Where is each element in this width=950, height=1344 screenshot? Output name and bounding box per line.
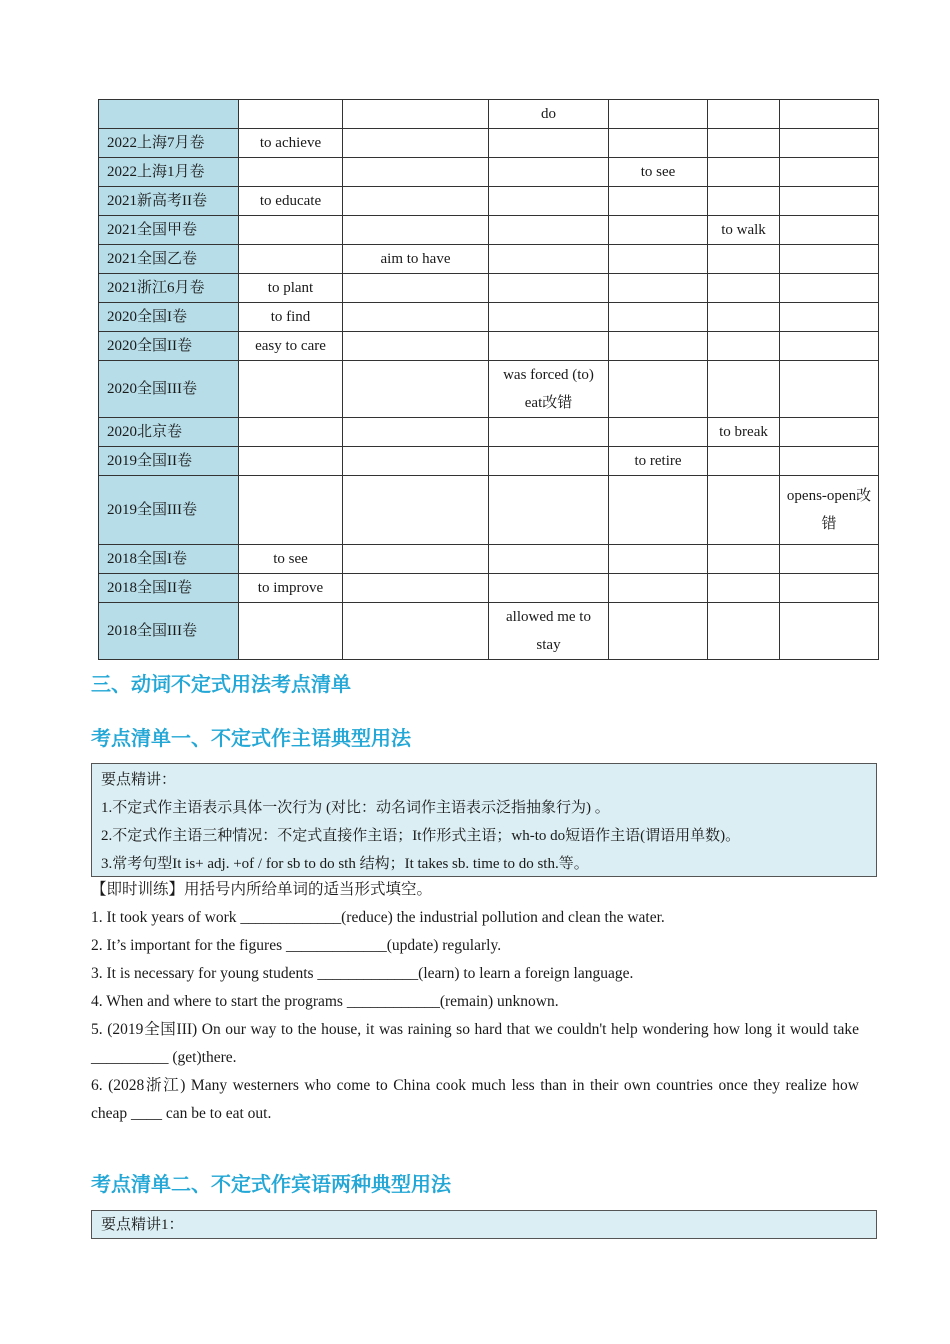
table-cell: [489, 332, 609, 361]
table-cell: [239, 476, 343, 545]
table-cell: [780, 187, 879, 216]
table-row: [99, 476, 879, 545]
table-cell: to see: [239, 545, 343, 574]
table-cell: to break: [708, 418, 780, 447]
row-label: 2018全国II卷: [99, 574, 239, 603]
table-cell: allowed me to stay: [489, 603, 609, 660]
exercise-item: 1. It took years of work _____________(reduce) the industrial pollution and clean the water.: [91, 909, 665, 926]
table-cell: [780, 545, 879, 574]
table-row: [99, 129, 879, 158]
table-cell: [239, 603, 343, 660]
table-cell: [708, 603, 780, 660]
row-label: 2021全国甲卷: [99, 216, 239, 245]
table-cell: [489, 129, 609, 158]
table-cell: [239, 361, 343, 418]
table-cell: [708, 158, 780, 187]
table-cell: [780, 332, 879, 361]
table-cell: [708, 361, 780, 418]
row-label: 2018全国I卷: [99, 545, 239, 574]
table-cell: [343, 418, 489, 447]
row-label: 2019全国II卷: [99, 447, 239, 476]
table-cell: [239, 216, 343, 245]
row-label: 2020全国II卷: [99, 332, 239, 361]
table-cell: [343, 574, 489, 603]
table-cell: [343, 545, 489, 574]
table-cell: [609, 216, 708, 245]
table-cell: [708, 303, 780, 332]
table-cell: [780, 361, 879, 418]
table-cell: [708, 129, 780, 158]
table-cell: to walk: [708, 216, 780, 245]
table-cell: [708, 447, 780, 476]
row-label: 2021浙江6月卷: [99, 274, 239, 303]
table-cell: [609, 245, 708, 274]
table-cell: to find: [239, 303, 343, 332]
table-cell: [489, 418, 609, 447]
table-cell: [780, 574, 879, 603]
table-cell: [343, 447, 489, 476]
table-cell: [609, 545, 708, 574]
table-cell: [343, 332, 489, 361]
table-cell: [343, 361, 489, 418]
table-row: [99, 100, 879, 129]
table-cell: [489, 216, 609, 245]
row-label: 2022上海1月卷: [99, 158, 239, 187]
table-row: [99, 274, 879, 303]
table-cell: [780, 603, 879, 660]
table-row: [99, 447, 879, 476]
table-row: [99, 603, 879, 660]
table-cell: [609, 187, 708, 216]
table-cell: [708, 187, 780, 216]
table-cell: [343, 100, 489, 129]
table-cell: [343, 216, 489, 245]
table-row: [99, 361, 879, 418]
table-cell: to plant: [239, 274, 343, 303]
table-cell: [609, 274, 708, 303]
key-points-box-2: [91, 1210, 877, 1239]
row-label: 2021全国乙卷: [99, 245, 239, 274]
table-cell: [343, 603, 489, 660]
table-cell: [239, 100, 343, 129]
table-cell: [609, 303, 708, 332]
row-label: 2022上海7月卷: [99, 129, 239, 158]
table-cell: [609, 332, 708, 361]
table-cell: [489, 303, 609, 332]
table-cell: do: [489, 100, 609, 129]
table-cell: to retire: [609, 447, 708, 476]
table-cell: [609, 361, 708, 418]
list1-heading: 考点清单一、不定式作主语典型用法: [91, 726, 411, 750]
table-row: [99, 187, 879, 216]
key-points-box: [91, 763, 877, 877]
exercise-item: 4. When and where to start the programs ____________(remain) unknown.: [91, 993, 559, 1010]
table-cell: [239, 418, 343, 447]
table-cell: to educate: [239, 187, 343, 216]
table-cell: [780, 274, 879, 303]
table-row: [99, 332, 879, 361]
table-row: [99, 216, 879, 245]
row-label: 2018全国III卷: [99, 603, 239, 660]
row-label: 2020全国III卷: [99, 361, 239, 418]
table-cell: [343, 158, 489, 187]
table-cell: [780, 418, 879, 447]
list2-heading: 考点清单二、不定式作宾语两种典型用法: [91, 1172, 451, 1196]
table-cell: [708, 545, 780, 574]
exercise-item: 2. It’s important for the figures _____________(update) regularly.: [91, 937, 502, 954]
table-cell: to achieve: [239, 129, 343, 158]
table-cell: [489, 447, 609, 476]
table-cell: [343, 187, 489, 216]
table-cell: to see: [609, 158, 708, 187]
table-cell: [708, 245, 780, 274]
table-cell: [239, 447, 343, 476]
table-cell: was forced (to) eat改错: [489, 361, 609, 418]
table-cell: [708, 100, 780, 129]
table-cell: [780, 303, 879, 332]
key-point-line: 3.常考句型It is+ adj. +of / for sb to do sth 结构；It takes sb. time to do sth.等。: [101, 856, 589, 872]
key-point-line: 2.不定式作主语三种情况：不定式直接作主语；It作形式主语；wh-to do短语作主语(谓语用单数)。: [101, 828, 741, 844]
table-cell: easy to care: [239, 332, 343, 361]
exercise-item: 3. It is necessary for young students _____________(learn) to learn a foreign language.: [91, 965, 634, 982]
key-point-line: 1.不定式作主语表示具体一次行为 (对比：动名词作主语表示泛指抽象行为) 。: [101, 800, 610, 816]
table-cell: [489, 545, 609, 574]
table-cell: [489, 574, 609, 603]
table-cell: [609, 574, 708, 603]
table-cell: [343, 476, 489, 545]
table-cell: [489, 245, 609, 274]
key-point-line: 要点精讲：: [101, 772, 177, 788]
table-row: [99, 545, 879, 574]
table-cell: [609, 476, 708, 545]
table-cell: [489, 158, 609, 187]
row-label: 2021新高考II卷: [99, 187, 239, 216]
table-row: [99, 574, 879, 603]
table-cell: [609, 418, 708, 447]
table-cell: [609, 100, 708, 129]
table-row: [99, 245, 879, 274]
table-cell: [780, 245, 879, 274]
exam-table: [98, 99, 879, 660]
row-label: 2019全国III卷: [99, 476, 239, 545]
table-cell: [489, 476, 609, 545]
table-cell: [489, 187, 609, 216]
table-cell: [343, 129, 489, 158]
table-cell: [609, 129, 708, 158]
table-row: [99, 303, 879, 332]
table-cell: [780, 100, 879, 129]
table-cell: [780, 447, 879, 476]
table-cell: [780, 216, 879, 245]
table-cell: [343, 303, 489, 332]
row-label: [99, 100, 239, 129]
table-cell: to improve: [239, 574, 343, 603]
table-cell: [708, 332, 780, 361]
table-cell: [708, 274, 780, 303]
table-cell: [343, 274, 489, 303]
exercise-item: 5. (2019全国III) On our way to the house, it was raining so hard that we couldn't help wondering how long it would take __________ (get)there.: [91, 1021, 859, 1066]
table-cell: [780, 158, 879, 187]
row-label: 2020北京卷: [99, 418, 239, 447]
table-cell: opens-open改错: [780, 476, 879, 545]
table-cell: [489, 274, 609, 303]
table-cell: [609, 603, 708, 660]
table-cell: [708, 476, 780, 545]
row-label: 2020全国I卷: [99, 303, 239, 332]
practice-instruction: 【即时训练】用括号内所给单词的适当形式填空。: [91, 881, 433, 898]
table-cell: [708, 574, 780, 603]
key-point-line: 要点精讲1：: [101, 1217, 184, 1233]
table-cell: [239, 158, 343, 187]
table-cell: [239, 245, 343, 274]
exercise-item: 6. (2028浙江) Many westerners who come to China cook much less than in their own countries once they realize how cheap ____ can be to eat out.: [91, 1077, 859, 1122]
table-row: [99, 418, 879, 447]
table-cell: aim to have: [343, 245, 489, 274]
section-heading: 三、动词不定式用法考点清单: [91, 672, 351, 696]
table-row: [99, 158, 879, 187]
table-cell: [780, 129, 879, 158]
